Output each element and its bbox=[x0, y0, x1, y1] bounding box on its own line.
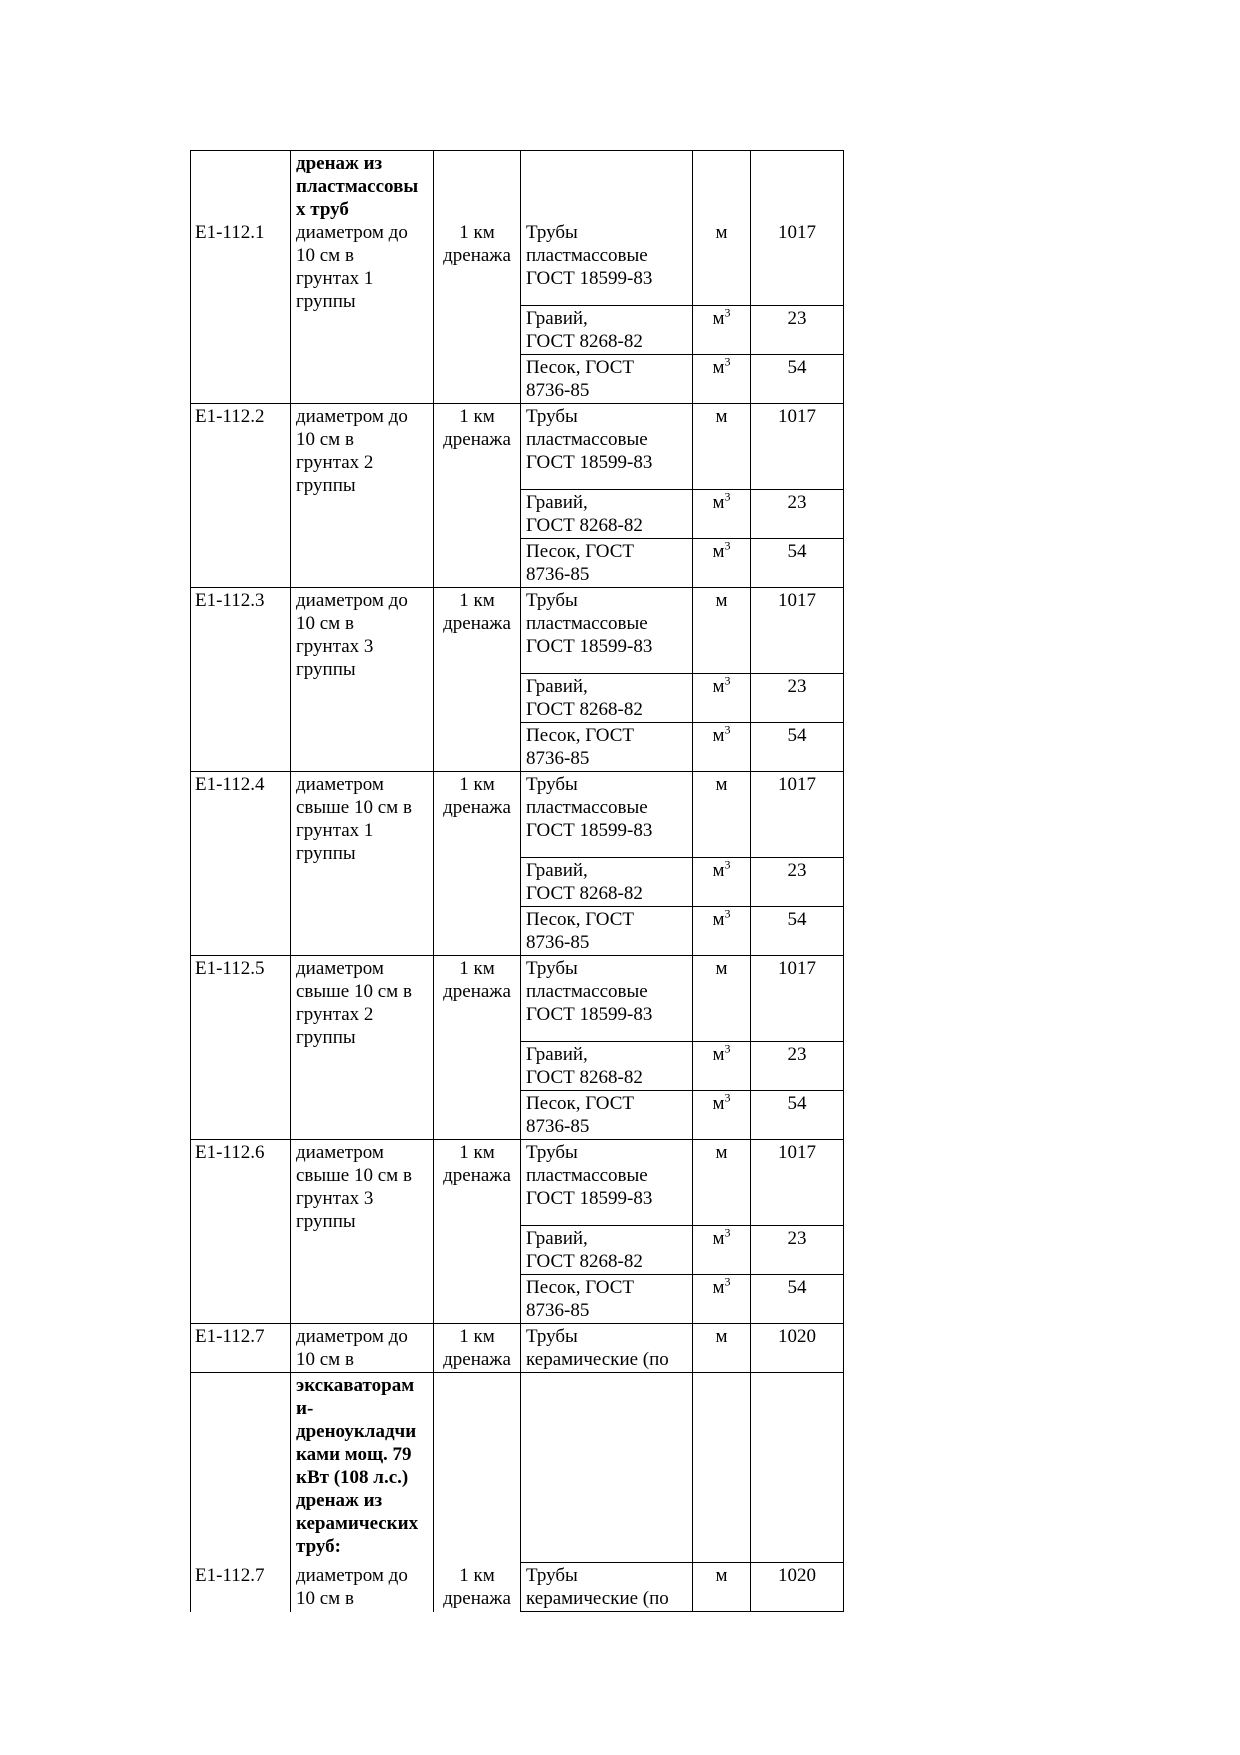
norms-table bbox=[190, 150, 844, 1612]
material-name-line: ГОСТ 8268-82 bbox=[526, 883, 643, 904]
material-qty: 54 bbox=[787, 909, 807, 930]
section-header-line: дреноукладчи bbox=[296, 1421, 417, 1442]
material-qty: 54 bbox=[787, 1277, 807, 1298]
norm-description-line: диаметром до bbox=[296, 222, 408, 243]
material-qty: 1020 bbox=[778, 1565, 816, 1586]
material-unit-power: 3 bbox=[724, 538, 731, 553]
norm-description-cell bbox=[291, 1373, 434, 1563]
norm-description-cell bbox=[291, 404, 434, 588]
material-name-line: Трубы bbox=[526, 774, 578, 795]
section-header bbox=[296, 1374, 428, 1558]
norm-description-line: группы bbox=[296, 1211, 356, 1232]
norm-description-line: диаметром bbox=[296, 1142, 384, 1163]
norm-unit-cell bbox=[434, 956, 521, 1140]
norm-unit-line: 1 км bbox=[459, 1326, 495, 1347]
material-name-line: пластмассовые bbox=[526, 981, 648, 1002]
material-name-line: ГОСТ 8268-82 bbox=[526, 1067, 643, 1088]
material-qty-cell bbox=[751, 858, 844, 907]
material-unit: м bbox=[712, 541, 725, 562]
material-unit: м bbox=[715, 1326, 728, 1347]
material-unit-cell bbox=[693, 956, 751, 1042]
material-unit: м bbox=[715, 958, 728, 979]
material-qty: 1017 bbox=[778, 774, 816, 795]
norm-code: Е1-112.7 bbox=[195, 1564, 265, 1586]
material-name-line: Гравий, bbox=[526, 308, 588, 329]
norm-code: Е1-112.2 bbox=[195, 406, 265, 427]
material-unit-cell bbox=[693, 306, 751, 355]
norm-unit-line: 1 км bbox=[459, 1142, 495, 1163]
material-unit-power: 3 bbox=[724, 1090, 731, 1105]
norm-description-cell bbox=[291, 1563, 434, 1612]
norm-code: Е1-112.7 bbox=[195, 1326, 265, 1347]
norm-code-cell bbox=[191, 1140, 291, 1324]
material-unit-power: 3 bbox=[724, 1225, 731, 1240]
material-unit-cell bbox=[693, 772, 751, 858]
material-name-line: Гравий, bbox=[526, 492, 588, 513]
material-unit: м bbox=[715, 590, 728, 611]
material-name-line: Гравий, bbox=[526, 1228, 588, 1249]
material-name-line: ГОСТ 8268-82 bbox=[526, 699, 643, 720]
material-name-line: ГОСТ 18599-83 bbox=[526, 1188, 653, 1209]
material-unit-cell bbox=[693, 151, 751, 306]
table-row bbox=[191, 1140, 844, 1226]
material-qty: 1020 bbox=[778, 1326, 816, 1347]
section-header-line: кВт (108 л.с.) bbox=[296, 1467, 409, 1488]
material-name-cell bbox=[521, 1042, 693, 1091]
material-name-cell bbox=[521, 1275, 693, 1324]
norm-unit-line: дренажа bbox=[443, 981, 511, 1002]
material-qty-cell bbox=[751, 355, 844, 404]
material-unit-cell bbox=[693, 1042, 751, 1091]
material-qty-cell bbox=[751, 1563, 844, 1612]
material-name-line: пластмассовые bbox=[526, 429, 648, 450]
material-unit: м bbox=[712, 909, 725, 930]
material-name-line: ГОСТ 18599-83 bbox=[526, 452, 653, 473]
material-name-line: 8736-85 bbox=[526, 1116, 590, 1137]
norm-description-line: 10 см в bbox=[296, 1349, 354, 1370]
section-header bbox=[296, 152, 428, 221]
section-header-line: дренаж из bbox=[296, 1490, 383, 1511]
norm-description-line: диаметром до bbox=[296, 1326, 408, 1347]
norm-unit-line: 1 км bbox=[459, 774, 495, 795]
material-unit-cell bbox=[693, 1275, 751, 1324]
table-row bbox=[191, 404, 844, 490]
norm-unit-line: дренажа bbox=[443, 1349, 511, 1370]
material-name-line: пластмассовые bbox=[526, 1165, 648, 1186]
norm-description-line: грунтах 3 bbox=[296, 636, 374, 657]
material-name-line: 8736-85 bbox=[526, 380, 590, 401]
norm-description-line: группы bbox=[296, 1027, 356, 1048]
material-name-cell bbox=[521, 355, 693, 404]
material-qty: 23 bbox=[787, 860, 807, 881]
material-unit: м bbox=[715, 1142, 728, 1163]
material-unit: м bbox=[712, 357, 725, 378]
norm-description-line: диаметром bbox=[296, 958, 384, 979]
material-qty: 1017 bbox=[778, 590, 816, 611]
material-qty-cell bbox=[751, 151, 844, 306]
material-unit: м bbox=[715, 774, 728, 795]
section-header-line: экскаваторам bbox=[296, 1375, 415, 1396]
norm-code-cell bbox=[191, 956, 291, 1140]
material-qty-cell bbox=[751, 306, 844, 355]
norm-code: Е1-112.1 bbox=[195, 222, 265, 243]
norm-unit-cell bbox=[434, 1373, 521, 1563]
material-name-line: Песок, ГОСТ bbox=[526, 909, 635, 930]
material-name-cell bbox=[521, 1091, 693, 1140]
material-name-cell bbox=[521, 723, 693, 772]
material-unit-power: 3 bbox=[724, 1041, 731, 1056]
material-unit-cell bbox=[693, 588, 751, 674]
material-qty-cell bbox=[751, 723, 844, 772]
norm-code-cell bbox=[191, 772, 291, 956]
norm-description-line: грунтах 3 bbox=[296, 1188, 374, 1209]
material-qty: 1017 bbox=[778, 958, 816, 979]
norm-unit-cell bbox=[434, 1563, 521, 1612]
material-unit-cell bbox=[693, 404, 751, 490]
material-unit-cell bbox=[693, 1373, 751, 1563]
material-name-line: Трубы bbox=[526, 958, 578, 979]
norm-unit-cell bbox=[434, 151, 521, 404]
norm-description-cell bbox=[291, 956, 434, 1140]
norm-unit-cell bbox=[434, 404, 521, 588]
section-header-line: и- bbox=[296, 1398, 314, 1419]
material-qty-cell bbox=[751, 956, 844, 1042]
material-name-line: Трубы bbox=[526, 590, 578, 611]
norm-code: Е1-112.5 bbox=[195, 958, 265, 979]
material-unit-cell bbox=[693, 1324, 751, 1373]
material-name-line: Трубы bbox=[526, 1565, 578, 1586]
material-unit: м bbox=[715, 406, 728, 427]
material-qty: 1017 bbox=[778, 1142, 816, 1163]
material-qty: 23 bbox=[787, 492, 807, 513]
material-unit-cell bbox=[693, 907, 751, 956]
material-name-cell bbox=[521, 674, 693, 723]
section-header-line: труб: bbox=[296, 1536, 341, 1557]
material-name-line: керамические (по bbox=[526, 1588, 669, 1609]
material-unit-power: 3 bbox=[724, 673, 731, 688]
section-header-line: дренаж из bbox=[296, 153, 383, 174]
material-name-cell bbox=[521, 1373, 693, 1563]
norm-description-line: диаметром до bbox=[296, 590, 408, 611]
material-qty: 23 bbox=[787, 676, 807, 697]
material-name-line: ГОСТ 8268-82 bbox=[526, 1251, 643, 1272]
norm-description-line: диаметром до bbox=[296, 1564, 408, 1586]
norm-unit-line: дренажа bbox=[443, 245, 511, 266]
material-name-line: керамические (по bbox=[526, 1349, 669, 1370]
material-name-line: Трубы bbox=[526, 406, 578, 427]
norm-description-line: грунтах 1 bbox=[296, 820, 374, 841]
material-name-cell bbox=[521, 1140, 693, 1226]
material-name-line: 8736-85 bbox=[526, 932, 590, 953]
material-name-line: 8736-85 bbox=[526, 564, 590, 585]
norm-description-line: диаметром до bbox=[296, 406, 408, 427]
norm-unit-line: 1 км bbox=[459, 406, 495, 427]
norm-description-cell bbox=[291, 588, 434, 772]
material-name-line: Трубы bbox=[526, 1142, 578, 1163]
material-name-line: Песок, ГОСТ bbox=[526, 1093, 635, 1114]
norm-code-cell bbox=[191, 1324, 291, 1373]
material-name-line: ГОСТ 18599-83 bbox=[526, 268, 653, 289]
norm-description-line: 10 см в bbox=[296, 429, 354, 450]
material-qty-cell bbox=[751, 588, 844, 674]
material-name-cell bbox=[521, 539, 693, 588]
norm-description-line: свыше 10 см в bbox=[296, 981, 412, 1002]
table-row bbox=[191, 1324, 844, 1373]
norm-description-line: группы bbox=[296, 475, 356, 496]
norm-code-cell bbox=[191, 151, 291, 404]
norm-description-line: группы bbox=[296, 843, 356, 864]
material-name-cell bbox=[521, 1226, 693, 1275]
table-row bbox=[191, 588, 844, 674]
material-name-line: 8736-85 bbox=[526, 748, 590, 769]
material-qty-cell bbox=[751, 490, 844, 539]
norm-description-line: диаметром bbox=[296, 774, 384, 795]
norm-description-line: 10 см в bbox=[296, 613, 354, 634]
material-qty-cell bbox=[751, 1324, 844, 1373]
material-name-line: Трубы bbox=[526, 222, 578, 243]
material-name-cell bbox=[521, 306, 693, 355]
material-unit: м bbox=[712, 860, 725, 881]
material-name-line: Гравий, bbox=[526, 860, 588, 881]
material-name-cell bbox=[521, 151, 693, 306]
material-unit: м bbox=[712, 1228, 725, 1249]
material-unit-cell bbox=[693, 723, 751, 772]
material-unit-cell bbox=[693, 1140, 751, 1226]
material-unit-cell bbox=[693, 674, 751, 723]
material-name-cell bbox=[521, 858, 693, 907]
material-name-line: ГОСТ 8268-82 bbox=[526, 331, 643, 352]
norm-code: Е1-112.4 bbox=[195, 774, 265, 795]
table-row bbox=[191, 1373, 844, 1563]
norm-description-cell bbox=[291, 772, 434, 956]
norm-code: Е1-112.3 bbox=[195, 590, 265, 611]
material-unit-power: 3 bbox=[724, 489, 731, 504]
material-unit-power: 3 bbox=[724, 857, 731, 872]
material-name-line: 8736-85 bbox=[526, 1300, 590, 1321]
norm-description-line: грунтах 2 bbox=[296, 1004, 374, 1025]
material-unit-power: 3 bbox=[724, 906, 731, 921]
material-qty: 54 bbox=[787, 725, 807, 746]
material-name-line: пластмассовые bbox=[526, 613, 648, 634]
material-name-line: Трубы bbox=[526, 1326, 578, 1347]
norm-unit-line: дренажа bbox=[443, 1165, 511, 1186]
material-qty-cell bbox=[751, 1373, 844, 1563]
norm-description-cell bbox=[291, 1140, 434, 1324]
material-unit-cell bbox=[693, 1091, 751, 1140]
material-unit-power: 3 bbox=[724, 354, 731, 369]
material-unit: м bbox=[712, 492, 725, 513]
material-name-cell bbox=[521, 1563, 693, 1612]
material-name-line: Песок, ГОСТ bbox=[526, 1277, 635, 1298]
norm-unit-line: 1 км bbox=[459, 222, 495, 243]
material-unit-cell bbox=[693, 858, 751, 907]
material-qty: 54 bbox=[787, 1093, 807, 1114]
material-name-cell bbox=[521, 772, 693, 858]
section-header-line: керамических bbox=[296, 1513, 419, 1534]
norm-unit-cell bbox=[434, 1140, 521, 1324]
material-unit-power: 3 bbox=[724, 722, 731, 737]
material-name-line: Гравий, bbox=[526, 1044, 588, 1065]
norm-unit-line: дренажа bbox=[443, 429, 511, 450]
material-unit: м bbox=[712, 1277, 725, 1298]
material-qty-cell bbox=[751, 539, 844, 588]
norm-unit-line: 1 км bbox=[459, 958, 495, 979]
norm-code-cell bbox=[191, 588, 291, 772]
material-qty: 54 bbox=[787, 357, 807, 378]
material-qty: 23 bbox=[787, 1228, 807, 1249]
material-unit-cell bbox=[693, 1226, 751, 1275]
material-unit-cell bbox=[693, 355, 751, 404]
norm-description-line: 10 см в bbox=[296, 245, 354, 266]
material-name-line: пластмассовые bbox=[526, 245, 648, 266]
norm-unit-line: дренажа bbox=[443, 797, 511, 818]
material-name-cell bbox=[521, 1324, 693, 1373]
norm-description-line: группы bbox=[296, 291, 356, 312]
material-unit-cell bbox=[693, 1563, 751, 1612]
material-name-line: Песок, ГОСТ bbox=[526, 357, 635, 378]
material-unit: м bbox=[712, 1093, 725, 1114]
norm-unit-line: дренажа bbox=[443, 1587, 511, 1609]
norm-description-line: 10 см в bbox=[296, 1587, 354, 1609]
table-row bbox=[191, 1563, 844, 1612]
material-name-cell bbox=[521, 588, 693, 674]
material-unit: м bbox=[712, 725, 725, 746]
material-qty: 54 bbox=[787, 541, 807, 562]
material-name-line: ГОСТ 18599-83 bbox=[526, 636, 653, 657]
material-qty-cell bbox=[751, 907, 844, 956]
material-qty-cell bbox=[751, 1140, 844, 1226]
material-name-line: ГОСТ 18599-83 bbox=[526, 1004, 653, 1025]
norm-unit-cell bbox=[434, 588, 521, 772]
material-name-line: Песок, ГОСТ bbox=[526, 541, 635, 562]
material-qty-cell bbox=[751, 1091, 844, 1140]
norm-description-cell bbox=[291, 151, 434, 404]
norm-description-cell bbox=[291, 1324, 434, 1373]
material-qty-cell bbox=[751, 1226, 844, 1275]
material-qty: 23 bbox=[787, 308, 807, 329]
material-unit: м bbox=[712, 308, 725, 329]
material-qty-cell bbox=[751, 1042, 844, 1091]
material-name-line: Песок, ГОСТ bbox=[526, 725, 635, 746]
norm-description-line: грунтах 2 bbox=[296, 452, 374, 473]
material-name-cell bbox=[521, 404, 693, 490]
section-header-line: х труб bbox=[296, 199, 349, 220]
material-name-line: Гравий, bbox=[526, 676, 588, 697]
material-unit-power: 3 bbox=[724, 305, 731, 320]
norm-unit-line: 1 км bbox=[459, 1564, 495, 1586]
section-header-line: ками мощ. 79 bbox=[296, 1444, 412, 1465]
norm-description-line: группы bbox=[296, 659, 356, 680]
material-qty-cell bbox=[751, 674, 844, 723]
norm-unit-line: 1 км bbox=[459, 590, 495, 611]
material-qty-cell bbox=[751, 772, 844, 858]
material-qty: 23 bbox=[787, 1044, 807, 1065]
table-row bbox=[191, 772, 844, 858]
material-unit: м bbox=[715, 222, 728, 243]
norm-unit-cell bbox=[434, 1324, 521, 1373]
material-name-cell bbox=[521, 907, 693, 956]
material-qty-cell bbox=[751, 404, 844, 490]
norm-description-line: свыше 10 см в bbox=[296, 797, 412, 818]
material-unit: м bbox=[715, 1565, 728, 1586]
material-name-cell bbox=[521, 956, 693, 1042]
material-name-line: ГОСТ 8268-82 bbox=[526, 515, 643, 536]
norm-description-line: грунтах 1 bbox=[296, 268, 374, 289]
material-unit-power: 3 bbox=[724, 1274, 731, 1289]
section-header-line: пластмассовы bbox=[296, 176, 419, 197]
norm-code: Е1-112.6 bbox=[195, 1142, 265, 1163]
material-unit: м bbox=[712, 1044, 725, 1065]
material-name-cell bbox=[521, 490, 693, 539]
norm-code-cell bbox=[191, 1373, 291, 1563]
material-name-line: пластмассовые bbox=[526, 797, 648, 818]
material-unit-cell bbox=[693, 539, 751, 588]
norm-unit-cell bbox=[434, 772, 521, 956]
material-qty: 1017 bbox=[778, 222, 816, 243]
material-unit-cell bbox=[693, 490, 751, 539]
table-row bbox=[191, 956, 844, 1042]
material-qty: 1017 bbox=[778, 406, 816, 427]
material-unit: м bbox=[712, 676, 725, 697]
norm-description-line: свыше 10 см в bbox=[296, 1165, 412, 1186]
norm-code-cell bbox=[191, 1563, 291, 1612]
material-qty-cell bbox=[751, 1275, 844, 1324]
norm-code-cell bbox=[191, 404, 291, 588]
table-row bbox=[191, 151, 844, 306]
material-name-line: ГОСТ 18599-83 bbox=[526, 820, 653, 841]
norm-unit-line: дренажа bbox=[443, 613, 511, 634]
